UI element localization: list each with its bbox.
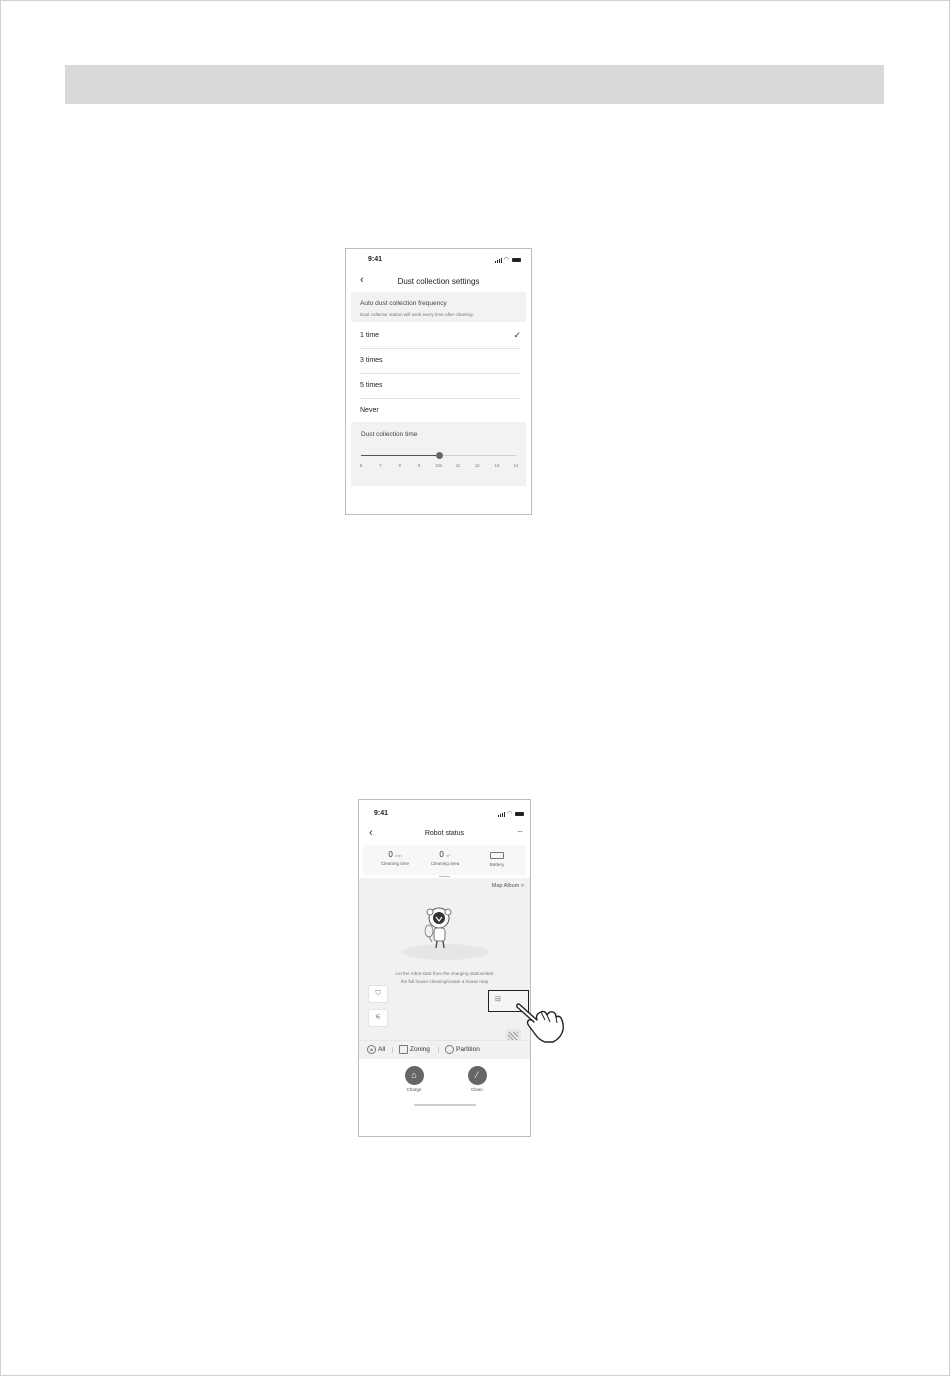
clean-button[interactable] (465, 1066, 489, 1092)
option-5-times[interactable] (360, 374, 521, 399)
header-bar (65, 65, 884, 104)
battery-outline-icon (490, 852, 504, 859)
stat-unit: min (395, 853, 402, 858)
nav-bar (359, 826, 530, 842)
shield-icon[interactable]: ⛉ (368, 985, 388, 1003)
page-title: Dust collection settings (397, 277, 480, 286)
robot-status-screen (358, 799, 531, 1137)
all-icon: Ai (367, 1045, 376, 1054)
stat-value: 0 (439, 850, 444, 859)
battery-icon (512, 258, 521, 262)
hint-line-1: Let the robot start from the charging station/start (395, 971, 494, 976)
option-never[interactable] (360, 399, 521, 423)
status-time: 9:41 (368, 256, 383, 263)
partition-icon (445, 1045, 454, 1054)
slider-knob[interactable] (436, 452, 443, 459)
option-1-time[interactable] (360, 324, 521, 349)
mode-all[interactable] (367, 1045, 385, 1054)
option-label: Never (360, 407, 379, 414)
time-slider[interactable] (361, 455, 516, 456)
mode-label: Partition (456, 1046, 480, 1053)
option-label: 3 times (360, 357, 383, 364)
status-bar (359, 800, 530, 822)
action-label: Charge (406, 1087, 422, 1092)
charge-button[interactable] (402, 1066, 426, 1092)
pointing-hand-icon (515, 996, 567, 1044)
mode-zoning[interactable] (399, 1045, 430, 1054)
hint-line-2: the full house cleaning/create a house map (400, 979, 489, 984)
drag-handle[interactable] (439, 876, 450, 877)
hint-message (369, 970, 520, 986)
mode-label: Zoning (410, 1046, 430, 1053)
battery-icon (515, 812, 524, 816)
frequency-section-header (351, 292, 526, 322)
option-label: 5 times (360, 382, 383, 389)
option-label: 1 time (360, 332, 380, 339)
slider-tick-label: 8 (398, 463, 401, 468)
stat-label: Cleaning time (380, 861, 410, 866)
station-icon: ⊟ (495, 996, 501, 1003)
dust-collection-settings-screen (345, 248, 532, 515)
stats-bar (363, 845, 526, 875)
signal-icon (498, 812, 505, 817)
divider (438, 1047, 439, 1053)
wifi-icon: ◠ (506, 811, 513, 817)
check-icon: ✓ (513, 330, 521, 340)
stat-battery (471, 850, 523, 867)
section-title: Dust collection time (361, 431, 418, 438)
slider-tick-label: 14 (513, 463, 519, 468)
broom-icon: ⁄ (468, 1066, 487, 1085)
home-icon: ⌂ (405, 1066, 424, 1085)
mode-label: All (378, 1046, 386, 1053)
more-icon[interactable]: ··· (517, 827, 522, 836)
slider-tick-label: 9 (417, 463, 421, 468)
divider (392, 1047, 393, 1053)
time-section (351, 422, 526, 486)
status-icons (495, 257, 521, 263)
mode-bar (359, 1040, 530, 1059)
stat-label: Battery (489, 862, 505, 867)
mode-partition[interactable] (445, 1045, 480, 1054)
back-icon[interactable]: ‹ (369, 827, 373, 839)
map-area (359, 878, 530, 1058)
back-icon[interactable]: ‹ (360, 274, 364, 286)
slider-fill (361, 455, 439, 456)
stat-value: 0 (388, 850, 393, 859)
status-icons (498, 811, 524, 817)
slider-ticks (359, 463, 519, 471)
slider-tick-label: 13 (494, 463, 499, 468)
option-3-times[interactable] (360, 349, 521, 374)
stat-unit: m² (446, 853, 451, 858)
signal-icon (495, 258, 502, 263)
zone-icon (399, 1045, 408, 1054)
action-label: Clean (470, 1087, 483, 1092)
robot-mascot-illustration (399, 900, 491, 960)
stat-cleaning-time (369, 850, 421, 866)
section-subtitle: Dust collector station will work every time after cleaning. (360, 312, 474, 317)
status-bar (346, 249, 531, 271)
stat-cleaning-area (419, 850, 471, 866)
nav-bar (346, 273, 531, 291)
section-title: Auto dust collection frequency (360, 300, 447, 307)
stat-label: Cleaning area (430, 861, 460, 866)
map-album-link[interactable]: Map Album > (491, 883, 524, 889)
sliders-icon[interactable]: ⚟ (368, 1009, 388, 1027)
slider-tick-label: 6 (359, 463, 363, 468)
home-indicator (414, 1104, 476, 1106)
status-time: 9:41 (374, 810, 389, 817)
slider-tick-label: 11 (455, 463, 461, 468)
slider-tick-label: 10s (435, 463, 442, 468)
page-title: Robot status (424, 830, 465, 837)
slider-tick-label: 7 (379, 463, 382, 468)
wifi-icon: ◠ (503, 257, 510, 263)
slider-tick-label: 12 (474, 463, 480, 468)
